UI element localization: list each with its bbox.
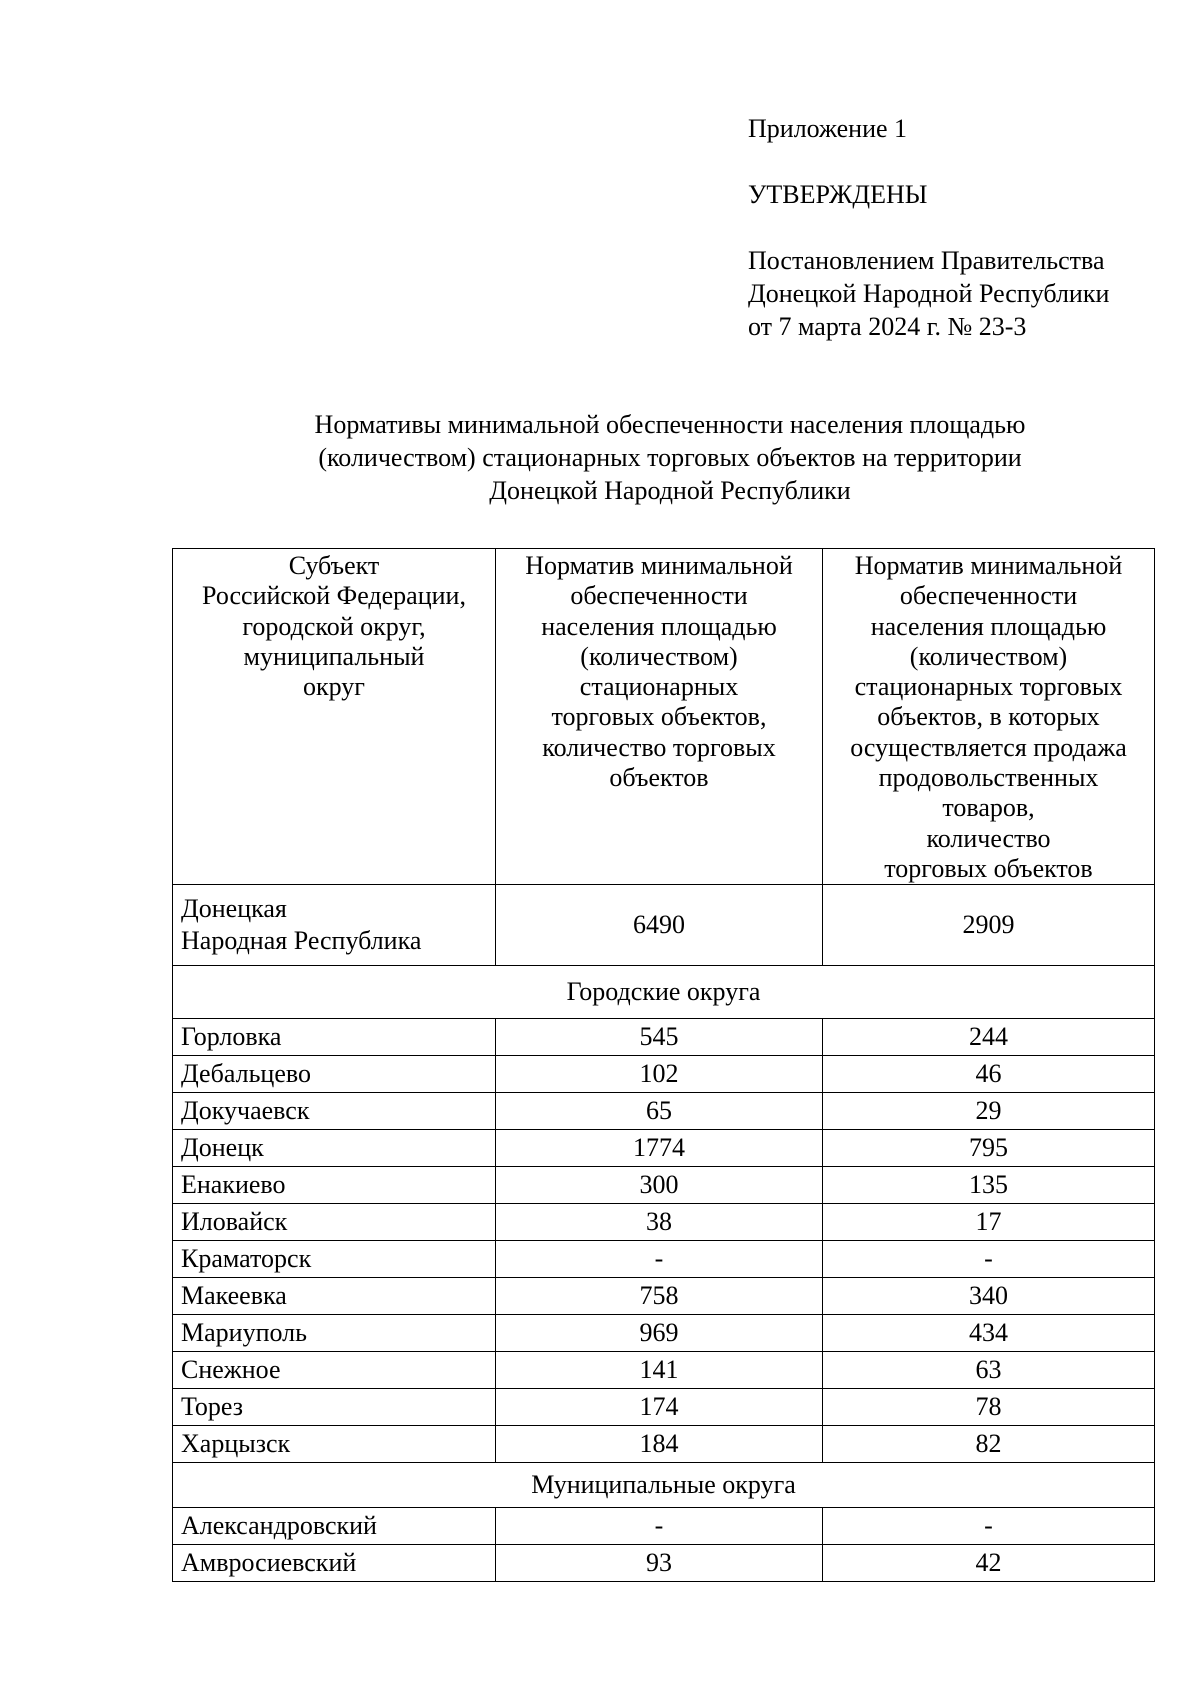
district-name: Краматорск: [173, 1241, 496, 1278]
table-row: [173, 1278, 1155, 1315]
norms-table: [172, 548, 1155, 1582]
header-line: стационарных: [579, 672, 739, 702]
table-row: [173, 1130, 1155, 1167]
header-line: стационарных торговых: [854, 672, 1123, 702]
district-name: Мариуполь: [173, 1315, 496, 1352]
norm-value-food: 63: [823, 1352, 1155, 1389]
table-row: [173, 1315, 1155, 1352]
section-municipal-heading: Муниципальные округа: [173, 1463, 1155, 1508]
table-row: [173, 1389, 1155, 1426]
norm-value-food: 244: [823, 1019, 1155, 1056]
total-name-line: Донецкая: [181, 894, 287, 924]
district-name: Снежное: [173, 1352, 496, 1389]
norm-value-total: 102: [496, 1056, 823, 1093]
district-name: Макеевка: [173, 1278, 496, 1315]
total-value-2: 2909: [823, 885, 1155, 966]
header-line: объектов: [609, 763, 709, 793]
header-line: населения площадью: [870, 611, 1107, 641]
norm-value-food: 795: [823, 1130, 1155, 1167]
district-name: Донецк: [173, 1130, 496, 1167]
header-line: (количеством): [580, 641, 738, 671]
table-row: [173, 1508, 1155, 1545]
table-row: [173, 1426, 1155, 1463]
table-row: [173, 1241, 1155, 1278]
norm-value-food: -: [823, 1508, 1155, 1545]
title-line: (количеством) стационарных торговых объектов на территории: [318, 443, 1022, 472]
norm-value-food: 42: [823, 1545, 1155, 1582]
district-name: Харцызск: [173, 1426, 496, 1463]
header-line: муниципальный: [243, 641, 425, 671]
header-subject: [173, 549, 496, 885]
norm-value-total: 184: [496, 1426, 823, 1463]
norm-value-food: 29: [823, 1093, 1155, 1130]
header-line: Норматив минимальной: [525, 551, 793, 580]
title-line: Донецкой Народной Республики: [489, 476, 851, 505]
section-urban-row: [173, 966, 1155, 1019]
table-row: [173, 1019, 1155, 1056]
district-name: Горловка: [173, 1019, 496, 1056]
header-line: объектов, в которых: [877, 702, 1100, 732]
total-name-line: Народная Республика: [181, 926, 422, 956]
spacer: [748, 145, 1168, 178]
header-line: количество торговых: [542, 732, 776, 762]
norm-value-food: 78: [823, 1389, 1155, 1426]
header-line: городской округ,: [242, 611, 426, 641]
table-row: [173, 1352, 1155, 1389]
norm-value-total: 1774: [496, 1130, 823, 1167]
norm-value-total: 93: [496, 1545, 823, 1582]
total-row: [173, 885, 1155, 966]
header-line: населения площадью: [541, 611, 777, 641]
district-name: Енакиево: [173, 1167, 496, 1204]
title-line: Нормативы минимальной обеспеченности населения площадью: [314, 410, 1026, 439]
norm-value-food: 46: [823, 1056, 1155, 1093]
header-line: Субъект: [288, 551, 380, 580]
norm-value-total: 174: [496, 1389, 823, 1426]
header-line: Норматив минимальной: [854, 551, 1123, 580]
header-line: обеспеченности: [899, 581, 1078, 611]
header-line: обеспеченности: [570, 581, 748, 611]
district-name: Иловайск: [173, 1204, 496, 1241]
header-line: торговых объектов: [884, 853, 1093, 883]
decree-line: от 7 марта 2024 г. № 23-3: [748, 312, 1027, 341]
header-line: товаров,: [942, 793, 1035, 823]
norm-value-food: 434: [823, 1315, 1155, 1352]
table-row: [173, 1204, 1155, 1241]
header-line: продовольственных: [878, 763, 1099, 793]
norm-value-total: -: [496, 1241, 823, 1278]
section-urban-heading: Городские округа: [173, 966, 1155, 1019]
norm-value-food: 340: [823, 1278, 1155, 1315]
appendix-label: Приложение 1: [748, 114, 908, 143]
table-row: [173, 1167, 1155, 1204]
header-norm-total: [496, 549, 823, 885]
district-name: Докучаевск: [173, 1093, 496, 1130]
norm-value-total: 141: [496, 1352, 823, 1389]
norm-value-total: 969: [496, 1315, 823, 1352]
norm-value-food: 135: [823, 1167, 1155, 1204]
norm-value-total: 758: [496, 1278, 823, 1315]
header-line: осуществляется продажа: [850, 732, 1127, 762]
table-row: [173, 1545, 1155, 1582]
decree-line: Постановлением Правительства: [748, 246, 1105, 275]
norm-value-food: -: [823, 1241, 1155, 1278]
approved-label: УТВЕРЖДЕНЫ: [748, 180, 928, 209]
section-municipal-row: [173, 1463, 1155, 1508]
norm-value-food: 82: [823, 1426, 1155, 1463]
header-line: количество: [926, 823, 1051, 853]
norm-value-total: 65: [496, 1093, 823, 1130]
header-line: торговых объектов,: [551, 702, 767, 732]
approval-block: [748, 112, 1168, 343]
norm-value-total: 38: [496, 1204, 823, 1241]
table-row: [173, 1093, 1155, 1130]
table-header-row: [173, 549, 1155, 885]
district-name: Александровский: [173, 1508, 496, 1545]
decree-line: Донецкой Народной Республики: [748, 279, 1110, 308]
norm-value-total: 545: [496, 1019, 823, 1056]
district-name: Амвросиевский: [173, 1545, 496, 1582]
spacer: [748, 211, 1168, 244]
district-name: Торез: [173, 1389, 496, 1426]
norm-value-total: 300: [496, 1167, 823, 1204]
norm-value-total: -: [496, 1508, 823, 1545]
total-name: [173, 885, 496, 966]
district-name: Дебальцево: [173, 1056, 496, 1093]
norm-value-food: 17: [823, 1204, 1155, 1241]
table-row: [173, 1056, 1155, 1093]
header-line: округ: [303, 672, 365, 702]
total-value-1: 6490: [496, 885, 823, 966]
header-line: (количеством): [909, 641, 1068, 671]
header-line: Российской Федерации,: [202, 581, 466, 611]
document-title: [190, 408, 1150, 507]
header-norm-food: [823, 549, 1155, 885]
